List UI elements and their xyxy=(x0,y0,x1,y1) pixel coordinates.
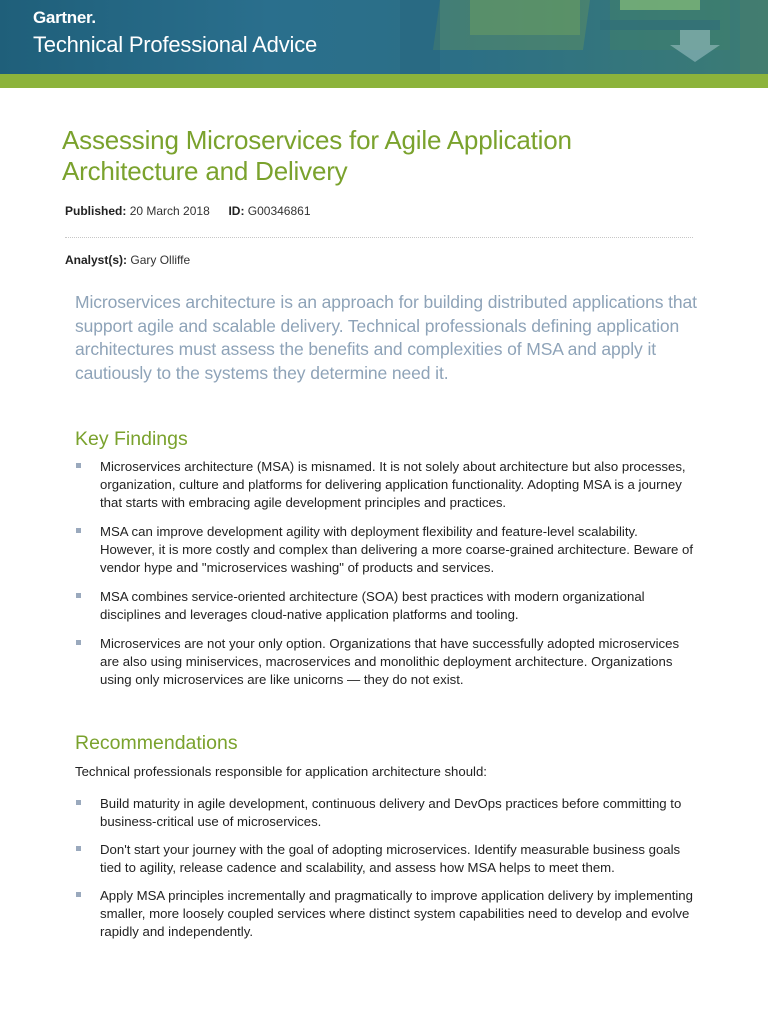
analyst-label: Analyst(s): xyxy=(65,253,128,267)
recommendations-heading: Recommendations xyxy=(75,732,238,754)
bullet-icon xyxy=(76,463,81,468)
header-banner xyxy=(0,0,768,74)
id-label: ID: xyxy=(228,204,245,218)
header-subtitle: Technical Professional Advice xyxy=(33,32,318,57)
list-item: MSA can improve development agility with deployment flexibility and feature-level scalability. However, it is more costly and complex than delivering a more coarse-grained architecture. Beware of vendor hype and "microservices washing" of products and services. xyxy=(75,523,695,577)
divider xyxy=(65,237,693,238)
bullet-icon xyxy=(76,640,81,645)
bullet-icon xyxy=(76,846,81,851)
published-label: Published: xyxy=(65,204,127,218)
list-item: Don't start your journey with the goal of adopting microservices. Identify measurable business goals tied to agility, release cadence and scalability, and assess how MSA helps to meet them. xyxy=(75,841,695,877)
publication-meta xyxy=(65,204,311,218)
bullet-icon xyxy=(76,593,81,598)
document-id: G00346861 xyxy=(247,204,311,218)
list-item: MSA combines service-oriented architecture (SOA) best practices with modern organizational disciplines and leverages cloud-native application platforms and tooling. xyxy=(75,588,695,624)
bullet-icon xyxy=(76,528,81,533)
list-item: Build maturity in agile development, continuous delivery and DevOps practices before committing to business-critical use of microservices. xyxy=(75,795,695,831)
recommendations-intro: Technical professionals responsible for application architecture should: xyxy=(75,764,487,779)
accent-bar xyxy=(0,74,768,88)
list-item: Microservices are not your only option. Organizations that have successfully adopted microservices are also using miniservices, macroservices and monolithic deployment architecture. Organizations using only microservices are like unicorns — they do not exist. xyxy=(75,635,695,689)
bullet-icon xyxy=(76,800,81,805)
analyst-line xyxy=(65,253,190,267)
bullet-icon xyxy=(76,892,81,897)
key-findings-list xyxy=(75,458,695,689)
summary-paragraph: Microservices architecture is an approach for building distributed applications that support agile and scalable delivery. Technical professionals defining application architectures must assess the benefits and complexities of MSA and apply it cautiously to the systems they determine need it. xyxy=(75,292,697,383)
document-title: Assessing Microservices for Agile Application Architecture and Delivery xyxy=(62,125,572,186)
recommendations-list xyxy=(75,795,695,941)
published-date: 20 March 2018 xyxy=(129,204,210,218)
gartner-logo: Gartner. xyxy=(33,8,96,27)
list-item: Apply MSA principles incrementally and pragmatically to improve application delivery by implementing smaller, more loosely coupled services where distinct system capabilities need to develop and evolve rapidly and independently. xyxy=(75,887,695,941)
list-item: Microservices architecture (MSA) is misnamed. It is not solely about architecture but also processes, organization, culture and platforms for delivering application functionality. Adopting MSA is a journey that starts with embracing agile development principles and practices. xyxy=(75,458,695,512)
key-findings-heading: Key Findings xyxy=(75,428,188,450)
analyst-name: Gary Olliffe xyxy=(130,253,191,267)
